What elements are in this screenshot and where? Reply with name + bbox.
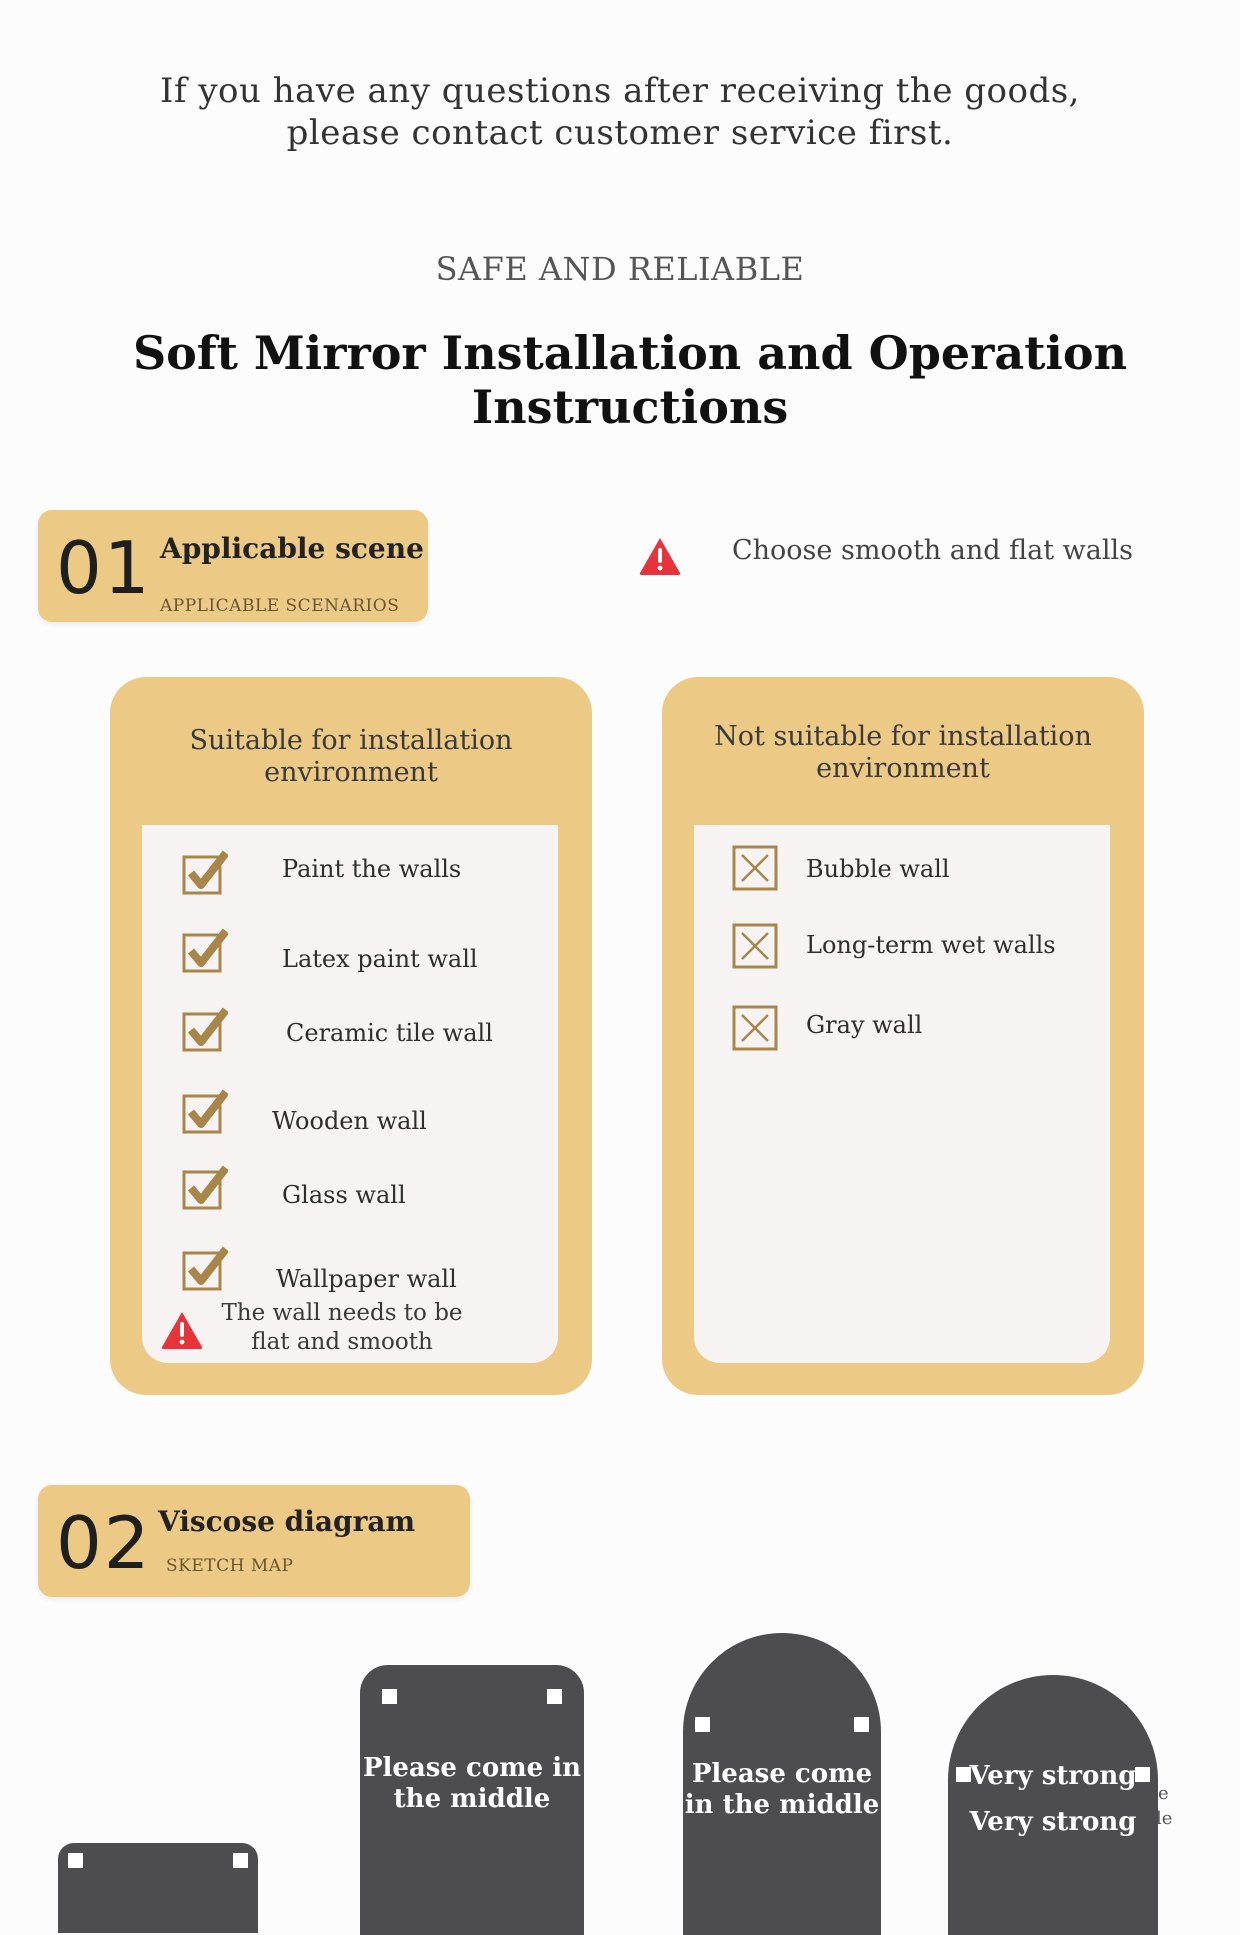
unsuitable-heading-line-2: environment — [816, 753, 990, 784]
customer-service-notice — [0, 70, 1240, 154]
eyebrow-text: SAFE AND RELIABLE — [435, 250, 805, 288]
card-label-line-2: in the middle — [684, 1790, 880, 1820]
section-01-badge — [38, 510, 428, 622]
cross-icon — [732, 845, 778, 891]
section-subtitle: SKETCH MAP — [166, 1556, 294, 1576]
unsuitable-heading — [662, 721, 1144, 785]
suitable-item-wooden: Wooden wall — [272, 1107, 427, 1135]
check-icon — [182, 849, 228, 895]
check-icon — [182, 1006, 228, 1052]
suitable-item-wallpaper: Wallpaper wall — [276, 1265, 457, 1293]
check-icon — [182, 1164, 228, 1210]
check-icon — [182, 1245, 228, 1291]
flat-wall-note-line-2: flat and smooth — [251, 1329, 433, 1355]
section-number: 02 — [56, 1501, 152, 1585]
adhesive-point — [233, 1853, 248, 1868]
card-label-line-1: Very strong — [969, 1761, 1137, 1791]
cropped-text-fragment: e — [1158, 1783, 1169, 1804]
flat-wall-note — [212, 1299, 472, 1357]
card-label-line-2: Very strong — [969, 1807, 1137, 1837]
adhesive-point — [68, 1853, 83, 1868]
unsuitable-panel — [662, 677, 1144, 1395]
card-label-line-1: Please come in — [362, 1753, 582, 1783]
notice-line-2: please contact customer service first. — [286, 113, 954, 153]
warning-icon — [160, 1310, 204, 1350]
check-icon — [182, 1088, 228, 1134]
section-title: Applicable scene — [160, 532, 424, 565]
flat-wall-note-line-1: The wall needs to be — [221, 1300, 463, 1326]
page-title: Soft Mirror Installation and Operation Instructions — [132, 326, 1128, 434]
adhesive-point — [695, 1717, 710, 1732]
section-subtitle: APPLICABLE SCENARIOS — [160, 596, 400, 616]
suitable-item-ceramic: Ceramic tile wall — [286, 1019, 493, 1047]
section-number: 01 — [56, 526, 152, 610]
adhesive-point — [382, 1689, 397, 1704]
unsuitable-list — [694, 825, 1110, 1363]
unsuitable-heading-line-1: Not suitable for installation — [714, 721, 1092, 752]
section-title: Viscose diagram — [158, 1505, 416, 1538]
cropped-text-fragment: le — [1156, 1808, 1173, 1829]
mirror-sample-arch — [683, 1633, 881, 1935]
mirror-sample-wide-arch — [948, 1675, 1158, 1935]
unsuitable-item-wet: Long-term wet walls — [806, 931, 1056, 959]
suitable-item-latex: Latex paint wall — [282, 945, 478, 973]
warning-icon — [638, 536, 682, 576]
check-icon — [182, 927, 228, 973]
suitable-item-paint: Paint the walls — [282, 855, 462, 883]
cross-icon — [732, 1005, 778, 1051]
unsuitable-item-bubble: Bubble wall — [806, 855, 950, 883]
section-02-badge — [38, 1485, 470, 1597]
cross-icon — [732, 923, 778, 969]
card-label-line-1: Please come — [691, 1759, 873, 1789]
card-label — [360, 1753, 584, 1815]
suitable-item-glass: Glass wall — [282, 1181, 406, 1209]
suitable-heading — [110, 725, 592, 789]
suitable-heading-line-2: environment — [264, 757, 438, 788]
card-label — [683, 1759, 881, 1821]
mirror-sample-rounded-rect — [360, 1665, 584, 1935]
adhesive-point — [547, 1689, 562, 1704]
notice-line-1: If you have any questions after receiving the goods, — [160, 71, 1080, 111]
unsuitable-item-gray: Gray wall — [806, 1011, 923, 1039]
warning-note: Choose smooth and flat walls — [732, 535, 1133, 566]
suitable-list — [142, 825, 558, 1363]
card-label-line-2: the middle — [393, 1784, 551, 1814]
suitable-heading-line-1: Suitable for installation — [189, 725, 513, 756]
suitable-panel — [110, 677, 592, 1395]
adhesive-point — [854, 1717, 869, 1732]
card-label — [948, 1753, 1158, 1845]
